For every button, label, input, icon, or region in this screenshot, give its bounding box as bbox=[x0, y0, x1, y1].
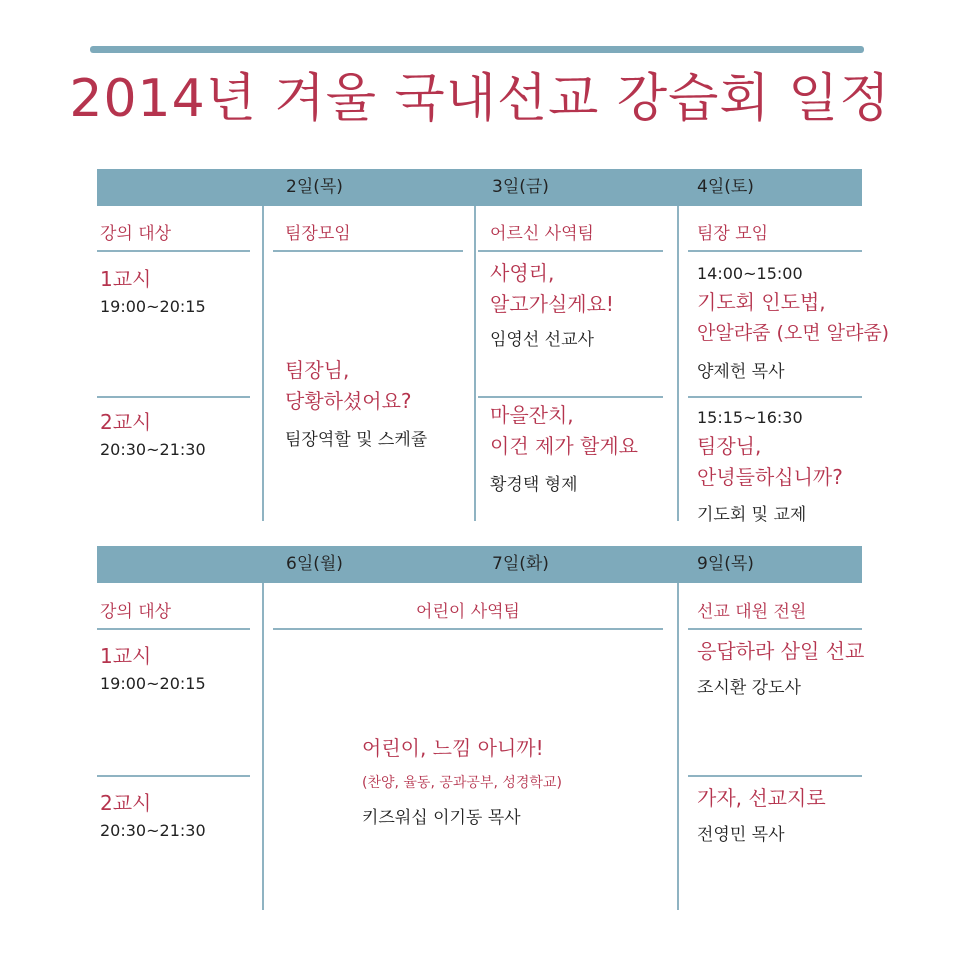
day3-target: 어르신 사역팀 bbox=[490, 224, 594, 244]
lecture-line: 마을잔치, bbox=[490, 403, 574, 427]
week1-day-2: 2일(목) bbox=[286, 177, 343, 197]
period-2-label: 2교시 bbox=[100, 791, 152, 815]
day4-p1-lecture bbox=[697, 287, 903, 349]
week1-row-divider bbox=[478, 396, 663, 398]
target-label: 강의 대상 bbox=[100, 602, 172, 622]
week1-row-divider bbox=[688, 396, 862, 398]
day3-p1-lecture bbox=[490, 258, 614, 320]
page-title: 2014년 겨울 국내선교 강습회 일정 bbox=[69, 69, 891, 129]
day67-speaker: 키즈워십 이기동 목사 bbox=[362, 808, 521, 828]
lecture-line: 팀장님, bbox=[285, 358, 350, 382]
week2-row-divider bbox=[97, 775, 250, 777]
day67-lecture: 어린이, 느낌 아니까! bbox=[362, 736, 544, 760]
day67-detail: (찬양, 율동, 공과공부, 성경학교) bbox=[362, 775, 562, 791]
day67-target: 어린이 사역팀 bbox=[416, 602, 520, 622]
day2-speaker: 팀장역할 및 스케쥴 bbox=[285, 430, 428, 450]
lecture-line: 알고가실게요! bbox=[490, 292, 614, 316]
day9-p2-lecture: 가자, 선교지로 bbox=[697, 786, 826, 810]
week1-day-3: 3일(금) bbox=[492, 177, 549, 197]
day4-p2-time: 15:15~16:30 bbox=[697, 408, 803, 427]
day3-p2-lecture bbox=[490, 400, 638, 462]
day9-p1-lecture: 응답하라 삼일 선교 bbox=[697, 639, 865, 663]
lecture-line: 팀장님, bbox=[697, 434, 762, 458]
target-label: 강의 대상 bbox=[100, 224, 172, 244]
week1-divider bbox=[474, 206, 476, 521]
day4-p2-lecture bbox=[697, 431, 843, 493]
week1-row-divider bbox=[688, 250, 862, 252]
period-2-time: 20:30~21:30 bbox=[100, 440, 206, 459]
week2-day-7: 7일(화) bbox=[492, 554, 549, 574]
week1-divider bbox=[262, 206, 264, 521]
period-1-label: 1교시 bbox=[100, 644, 152, 668]
lecture-line: 안알랴줌 (오면 알랴줌) bbox=[697, 322, 890, 344]
week2-header bbox=[97, 546, 862, 583]
week1-row-divider bbox=[478, 250, 663, 252]
day9-target: 선교 대원 전원 bbox=[697, 602, 807, 622]
period-2-label: 2교시 bbox=[100, 410, 152, 434]
lecture-line: 이건 제가 할게요 bbox=[490, 434, 638, 458]
day3-p2-speaker: 황경택 형제 bbox=[490, 475, 578, 495]
top-accent-bar bbox=[90, 46, 864, 53]
day4-p1-time: 14:00~15:00 bbox=[697, 264, 803, 283]
lecture-line: 기도회 인도법, bbox=[697, 290, 826, 314]
week2-divider bbox=[262, 583, 264, 910]
lecture-line: 안녕들하십니까? bbox=[697, 465, 843, 489]
day2-target: 팀장모임 bbox=[285, 224, 351, 244]
day4-p2-speaker: 기도회 및 교제 bbox=[697, 505, 807, 525]
week1-day-4: 4일(토) bbox=[697, 177, 754, 197]
week2-row-divider bbox=[688, 775, 862, 777]
day9-p1-speaker: 조시환 강도사 bbox=[697, 678, 801, 698]
week1-row-divider bbox=[97, 396, 250, 398]
week2-divider bbox=[677, 583, 679, 910]
week2-row-divider bbox=[273, 628, 663, 630]
lecture-line: 당황하셨어요? bbox=[285, 389, 412, 413]
period-1-label: 1교시 bbox=[100, 267, 152, 291]
day3-p1-speaker: 임영선 선교사 bbox=[490, 330, 594, 350]
week1-row-divider bbox=[273, 250, 463, 252]
week2-day-9: 9일(목) bbox=[697, 554, 754, 574]
week2-row-divider bbox=[688, 628, 862, 630]
week1-header bbox=[97, 169, 862, 206]
day9-p2-speaker: 전영민 목사 bbox=[697, 825, 785, 845]
week2-day-6: 6일(월) bbox=[286, 554, 343, 574]
day4-p1-speaker: 양제헌 목사 bbox=[697, 362, 785, 382]
day2-lecture-title bbox=[285, 355, 412, 417]
day4-target: 팀장 모임 bbox=[697, 224, 769, 244]
period-1-time: 19:00~20:15 bbox=[100, 674, 206, 693]
period-1-time: 19:00~20:15 bbox=[100, 297, 206, 316]
lecture-line: 사영리, bbox=[490, 261, 555, 285]
week1-row-divider bbox=[97, 250, 250, 252]
week2-row-divider bbox=[97, 628, 250, 630]
week1-divider bbox=[677, 206, 679, 521]
period-2-time: 20:30~21:30 bbox=[100, 821, 206, 840]
